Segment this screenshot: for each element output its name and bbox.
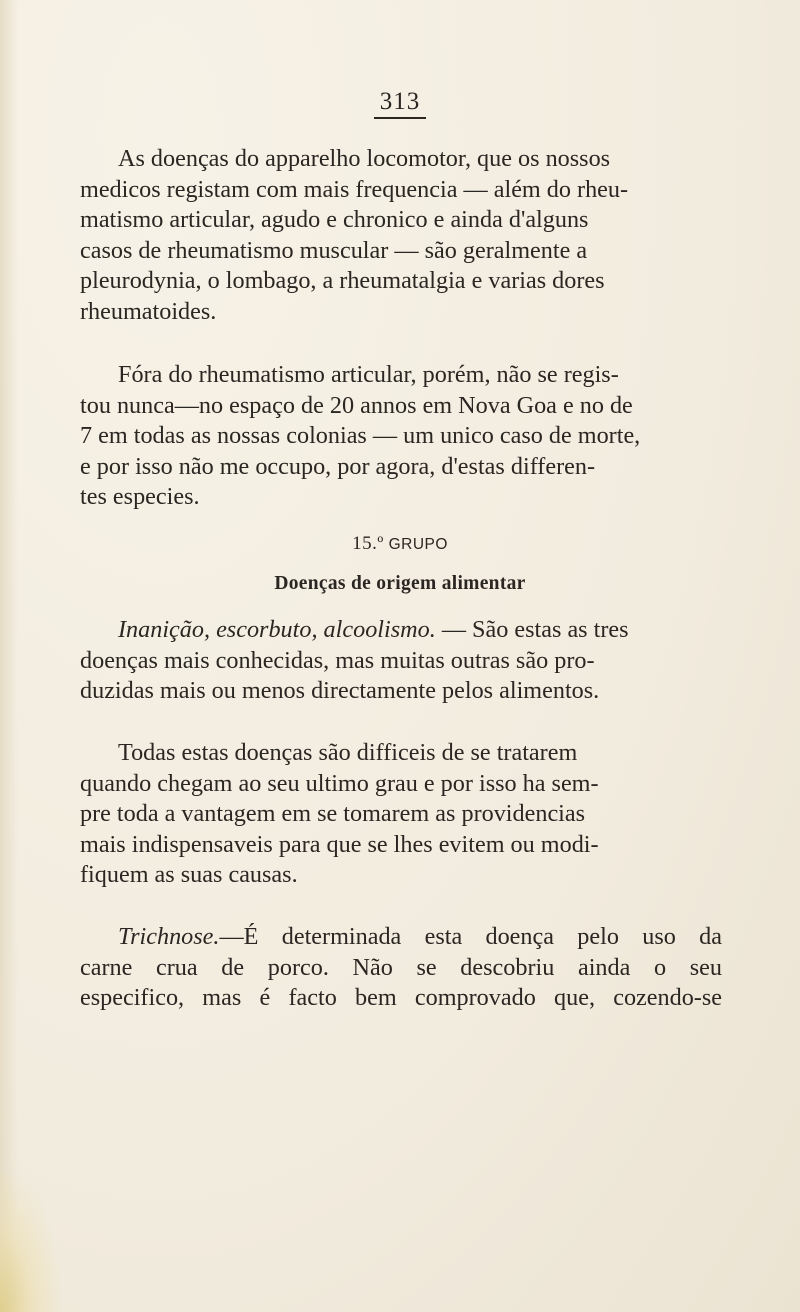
paragraph-text: Todas estas doenças são difficeis de se tratarem quando chegam ao seu ultimo grau e por isso ha sem- pre toda a vantagem em se tomarem as providencias mais indispensaveis para que se lhes evitem ou modi- fiquem as suas causas.	[80, 739, 599, 888]
page-number	[0, 88, 800, 116]
paragraph-text: Fóra do rheumatismo articular, porém, não se regis- tou nunca—no espaço de 20 annos em Nova Goa e no de 7 em todas as nossas colonias — um unico caso de morte, e por isso não me occupo, por agora, d'estas differen- tes especies.	[80, 361, 641, 510]
paragraph-locomotor-diseases	[80, 144, 722, 327]
paper-stain	[0, 1172, 60, 1312]
group-number: 15.º	[352, 533, 384, 554]
paragraph-rheumatism-mortality	[80, 360, 722, 513]
term-italic: Inanição, escorbuto, alcoolismo.	[118, 616, 436, 643]
paragraph-text	[80, 615, 722, 707]
term-italic: Trichnose.	[118, 923, 220, 950]
paragraph-trichinosis	[80, 922, 722, 1014]
group-label	[0, 533, 800, 555]
paragraph-text: As doenças do apparelho locomotor, que os nossos medicos registam com mais frequencia — além do rheu- matismo articular, agudo e chronico e ainda d'alguns casos de rheumatismo muscular — são geralmente a pleurodynia, o lombago, a rheumatalgia e varias dores rheumatoides.	[80, 145, 629, 325]
paragraph-inanition	[80, 615, 722, 707]
section-heading: Doenças de origem alimentar	[274, 573, 526, 594]
page-number-text: 313	[374, 88, 427, 119]
paragraph-text	[80, 922, 722, 1014]
group-word: GRUPO	[388, 536, 448, 553]
paragraph-body: — São estas as tres doenças mais conhecidas, mas muitas outras são pro- duzidas mais ou menos directamente pelos alimentos.	[80, 616, 629, 704]
paragraph-body: —É determinada esta doença pelo uso da carne crua de porco. Não se descobriu ainda o seu especifico, mas é facto bem comprovado que, cozendo-se	[80, 923, 722, 1011]
paragraph-treatment	[80, 738, 722, 891]
page-edge-shadow	[0, 0, 18, 1312]
